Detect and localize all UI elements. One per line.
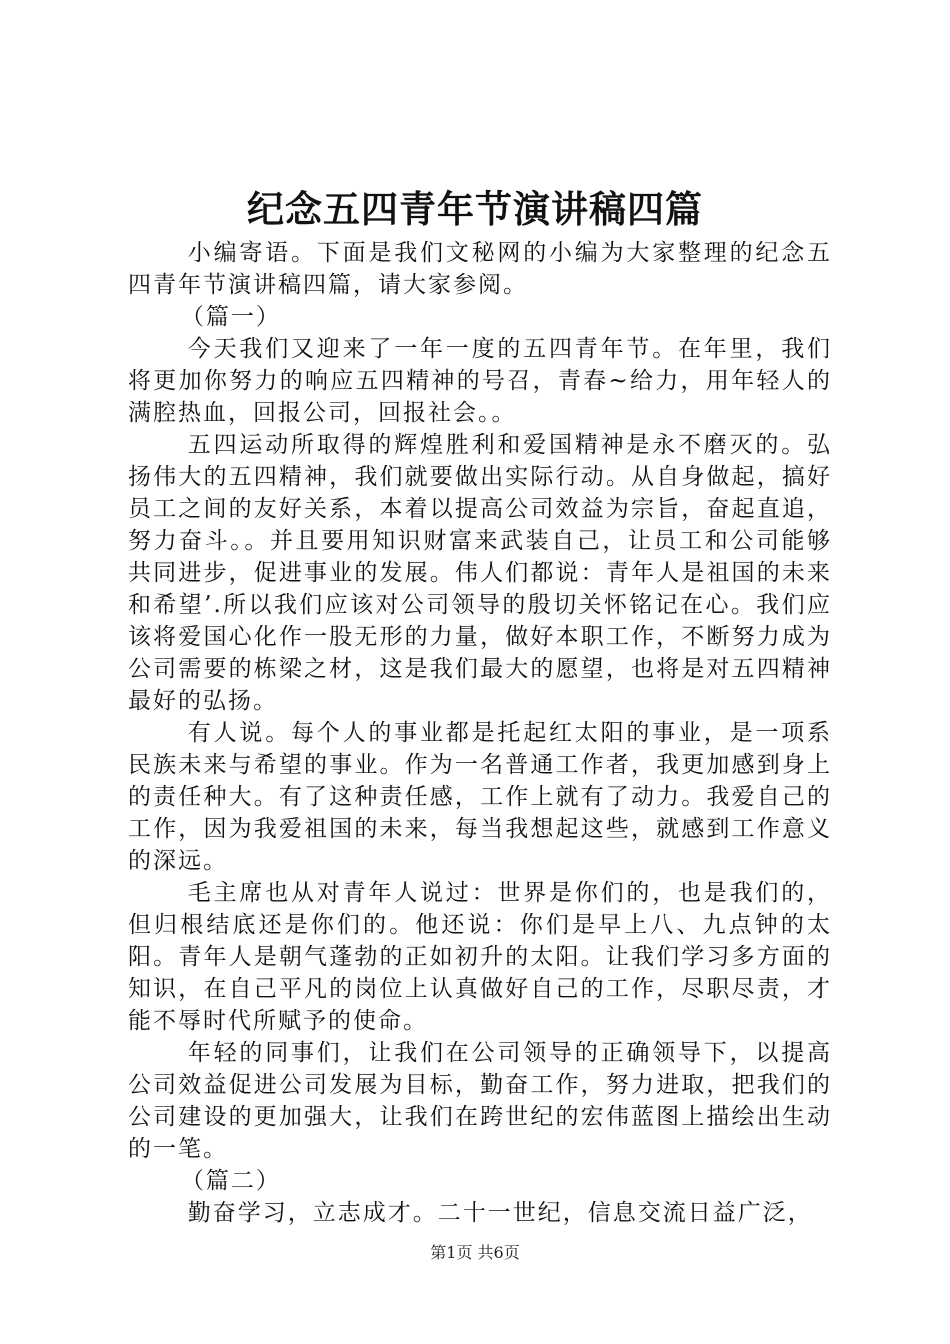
paragraph: 今天我们又迎来了一年一度的五四青年节。在年里，我们将更加你努力的响应五四精神的号召，青春~给力，用年轻人的满腔热血，回报公司，回报社会。。 <box>128 336 832 426</box>
paragraph-intro: 小编寄语。下面是我们文秘网的小编为大家整理的纪念五四青年节演讲稿四篇，请大家参阅。 <box>128 240 832 298</box>
paragraph: 五四运动所取得的辉煌胜利和爱国精神是永不磨灭的。弘扬伟大的五四精神，我们就要做出实际行动。从自身做起，搞好员工之间的友好关系，本着以提高公司效益为宗旨，奋起直追，努力奋斗。。并且要用知识财富来武装自己，让员工和公司能够共同进步，促进事业的发展。伟人们都说：青年人是祖国的未来和希望’.所以我们应该对公司领导的殷切关怀铭记在心。我们应该将爱国心化作一股无形的力量，做好本职工作，不断努力成为公司需要的栋梁之材，这是我们最大的愿望，也将是对五四精神最好的弘扬。 <box>128 432 832 714</box>
paragraph: 年轻的同事们，让我们在公司领导的正确领导下，以提高公司效益促进公司发展为目标，勤奋工作，努力进取，把我们的公司建设的更加强大，让我们在跨世纪的宏伟蓝图上描绘出生动的一笔。 <box>128 1040 832 1162</box>
section-label-1: （篇一） <box>180 304 281 330</box>
section-label-2: （篇二） <box>180 1168 281 1194</box>
page-footer: 第1页 共6页 <box>430 1243 520 1262</box>
document-body <box>128 237 832 1229</box>
paragraph: 有人说。每个人的事业都是托起红太阳的事业，是一项系民族未来与希望的事业。作为一名普通工作者，我更加感到身上的责任种大。有了这种责任感，工作上就有了动力。我爱自己的工作，因为我爱祖国的未来，每当我想起这些，就感到工作意义的深远。 <box>128 720 832 874</box>
paragraph: 勤奋学习，立志成才。二十一世纪，信息交流日益广泛， <box>187 1200 813 1226</box>
document-title: 纪念五四青年节演讲稿四篇 <box>247 187 703 231</box>
paragraph: 毛主席也从对青年人说过：世界是你们的，也是我们的，但归根结底还是你们的。他还说：你们是早上八、九点钟的太阳。青年人是朝气蓬勃的正如初升的太阳。让我们学习多方面的知识，在自己平凡的岗位上认真做好自己的工作，尽职尽责，才能不辱时代所赋予的使命。 <box>128 880 832 1034</box>
